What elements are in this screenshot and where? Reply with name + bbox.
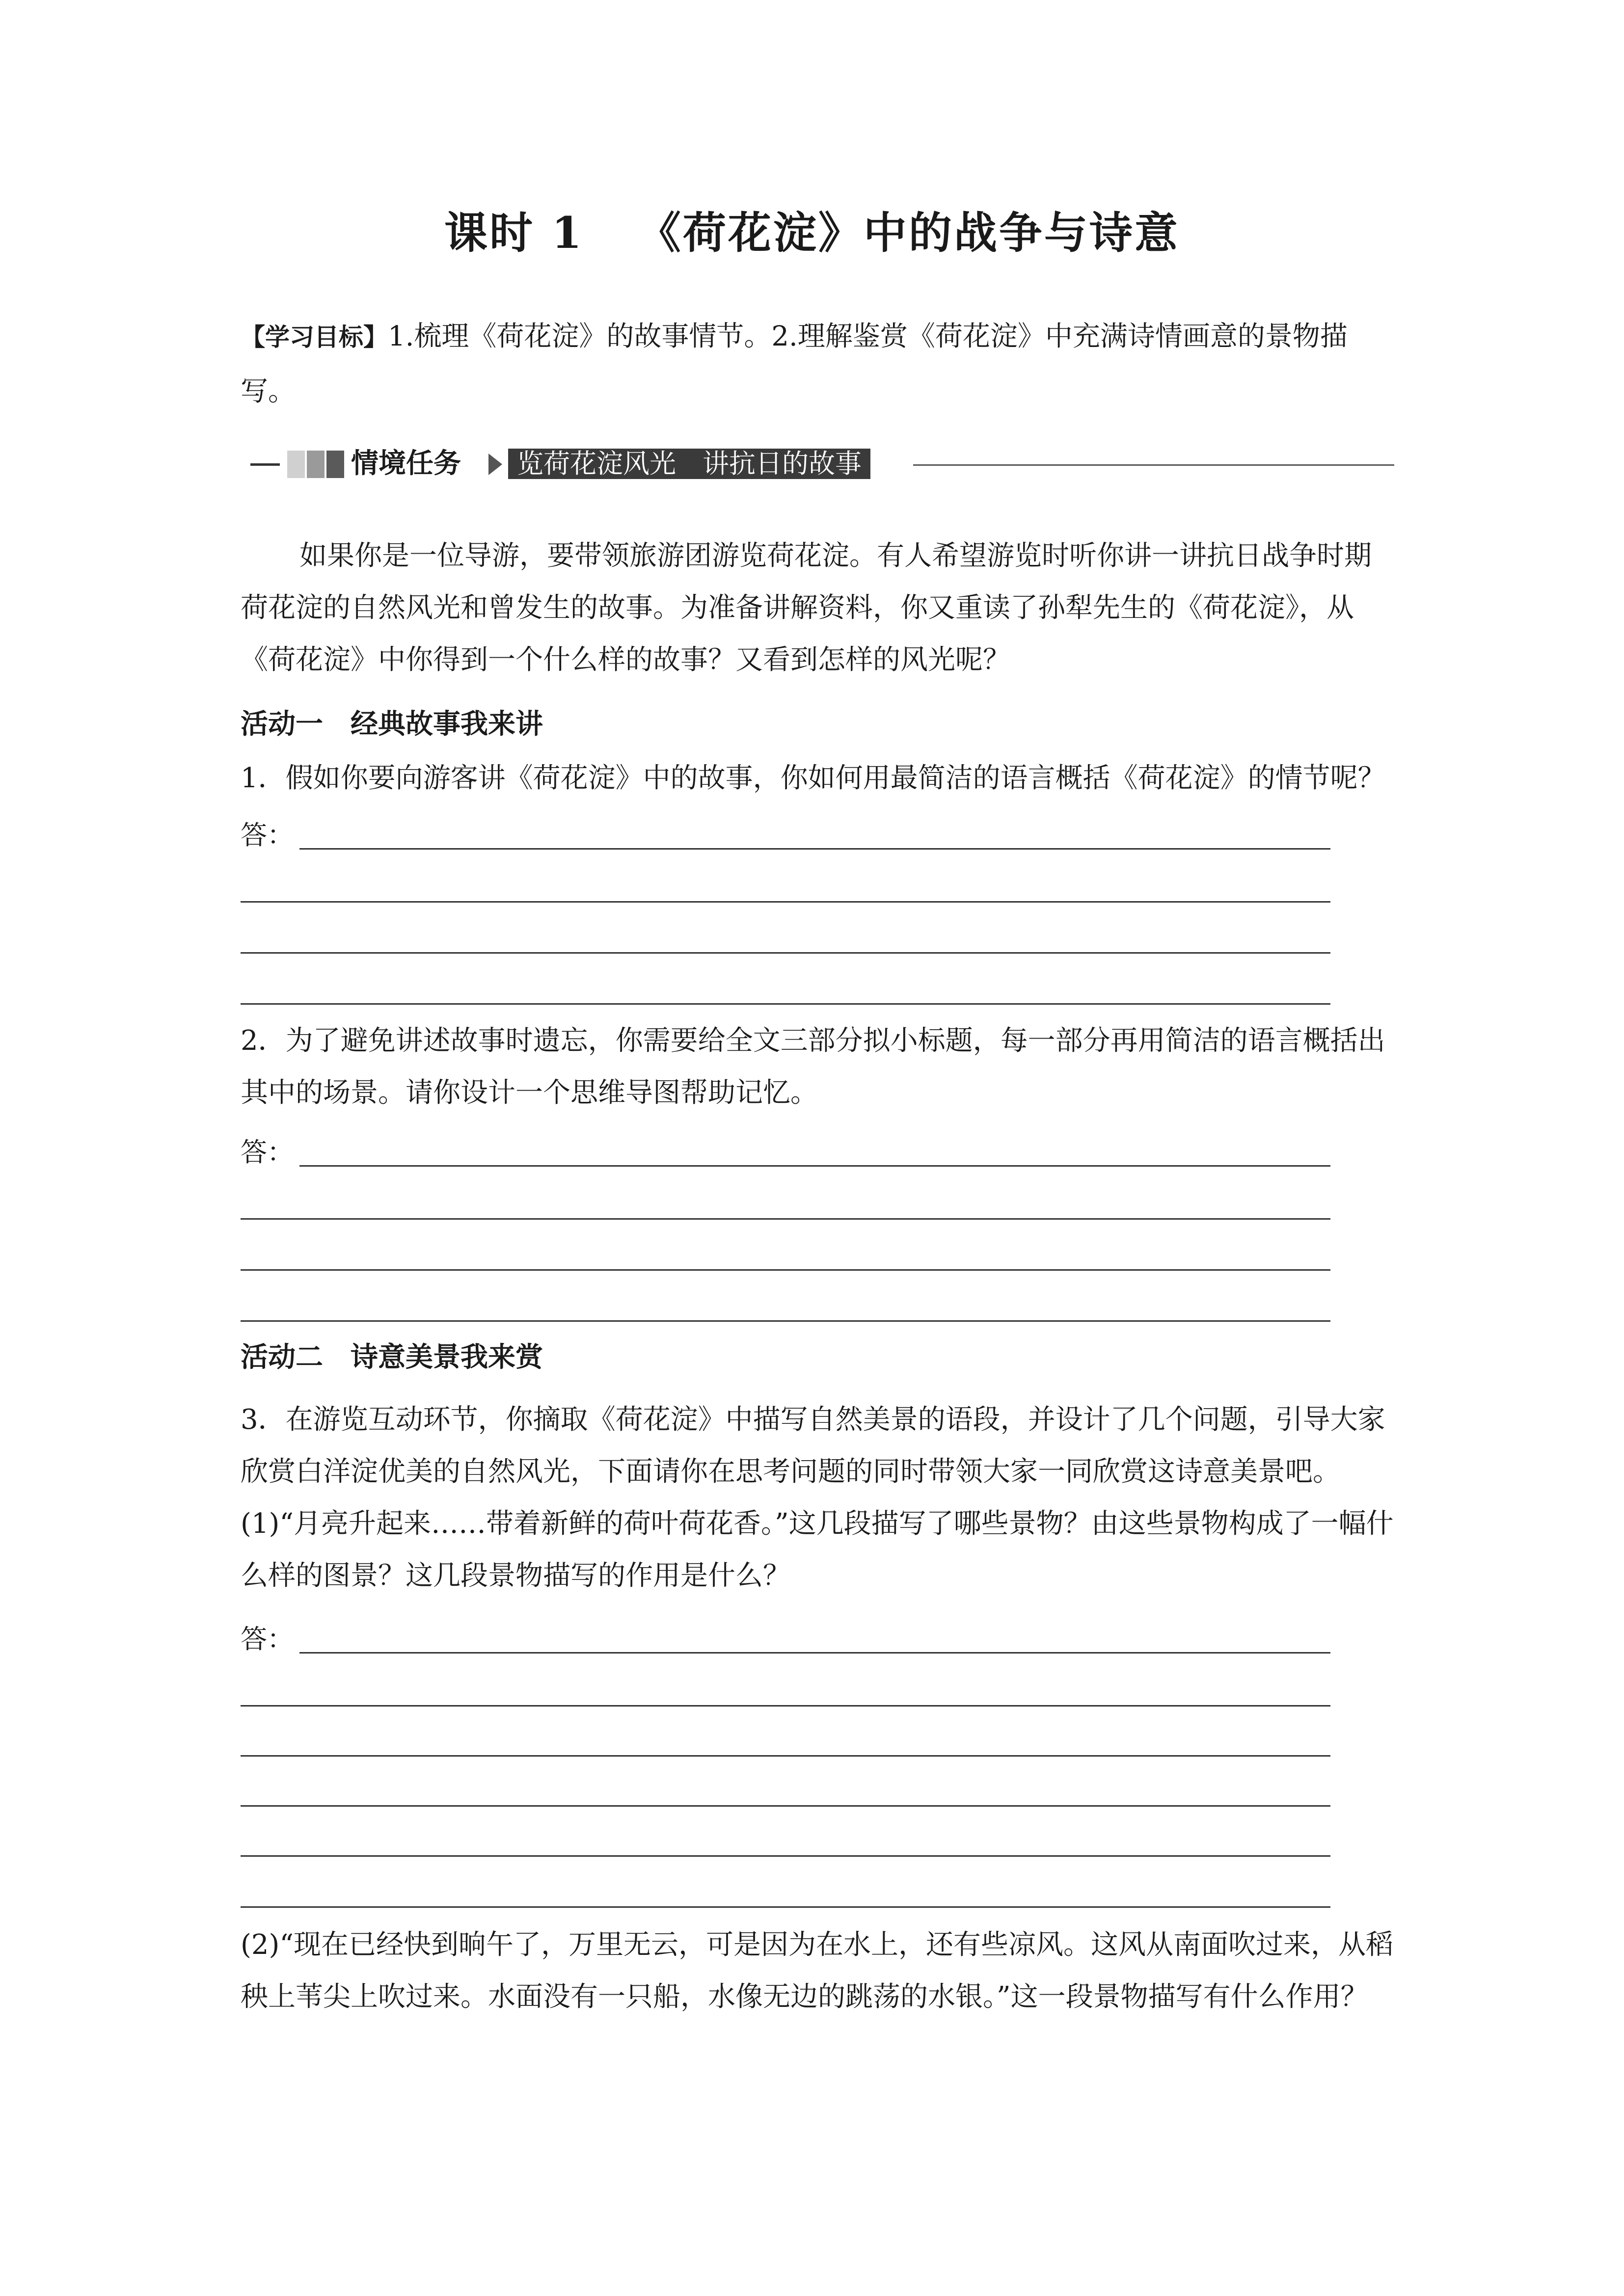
answer-line[interactable] bbox=[241, 1269, 1330, 1271]
objectives-text: 1.梳理《荷花淀》的故事情节。2.理解鉴赏《荷花淀》中充满诗情画意的景物描 bbox=[388, 320, 1348, 352]
answer-line[interactable] bbox=[299, 848, 1330, 850]
activity-2-heading: 活动二 诗意美景我来赏 bbox=[241, 1341, 543, 1373]
question-2: 2．为了避免讲述故事时遗忘，你需要给全文三部分拟小标题，每一部分再用简洁的语言概括出其中的场景。请你设计一个思维导图帮助记忆。 bbox=[241, 1025, 1385, 1109]
lesson-number: 课时 1 bbox=[444, 207, 584, 258]
activity-1-heading: 活动一 经典故事我来讲 bbox=[241, 708, 543, 740]
banner-dash bbox=[250, 463, 280, 466]
answer-line[interactable] bbox=[241, 1906, 1330, 1908]
banner-block bbox=[326, 451, 344, 478]
lesson-title: 《荷花淀》中的战争与诗意 bbox=[637, 207, 1180, 258]
answer-line[interactable] bbox=[241, 1805, 1330, 1807]
banner-label: 情境任务 bbox=[351, 448, 461, 480]
banner-block bbox=[287, 451, 305, 478]
answer-line[interactable] bbox=[241, 1855, 1330, 1857]
question-3-2: (2)“现在已经快到晌午了，万里无云，可是因为在水上，还有些凉风。这风从南面吹过来，从稻秧上苇尖上吹过来。水面没有一只船，水像无边的跳荡的水银。”这一段景物描写有什么作用？ bbox=[241, 1929, 1393, 2013]
answer-line[interactable] bbox=[241, 952, 1330, 954]
question-3: 3．在游览互动环节，你摘取《荷花淀》中描写自然美景的语段，并设计了几个问题，引导大家欣赏白洋淀优美的自然风光，下面请你在思考问题的同时带领大家一同欣赏这诗意美景吧。 bbox=[241, 1404, 1385, 1488]
question-3-1: (1)“月亮升起来……带着新鲜的荷叶荷花香。”这几段描写了哪些景物？由这些景物构成了一幅什么样的图景？这几段景物描写的作用是什么？ bbox=[241, 1508, 1394, 1592]
objectives-line-2: 写。 bbox=[241, 375, 296, 407]
banner-subtitle: 览荷花淀风光 讲抗日的故事 bbox=[508, 449, 870, 479]
answer-label: 答： bbox=[241, 1137, 294, 1168]
task-banner bbox=[241, 447, 1394, 481]
objectives-tag: 【学习目标】 bbox=[241, 323, 388, 351]
answer-line[interactable] bbox=[241, 1003, 1330, 1005]
answer-line[interactable] bbox=[241, 1755, 1330, 1757]
banner-rule bbox=[913, 464, 1394, 466]
answer-line[interactable] bbox=[241, 1320, 1330, 1322]
answer-line[interactable] bbox=[299, 1652, 1330, 1654]
answer-line[interactable] bbox=[241, 1705, 1330, 1707]
answer-label: 答： bbox=[241, 1624, 294, 1655]
question-1: 1．假如你要向游客讲《荷花淀》中的故事，你如何用最简洁的语言概括《荷花淀》的情节呢？ bbox=[241, 762, 1385, 794]
objectives-line-1 bbox=[241, 319, 1394, 355]
intro-paragraph: 如果你是一位导游，要带领旅游团游览荷花淀。有人希望游览时听你讲一讲抗日战争时期荷花淀的自然风光和曾发生的故事。为准备讲解资料，你又重读了孙犁先生的《荷花淀》，从《荷花淀》中你得到一个什么样的故事？又看到怎样的风光呢？ bbox=[241, 540, 1372, 676]
answer-line[interactable] bbox=[241, 1218, 1330, 1220]
answer-line[interactable] bbox=[299, 1165, 1330, 1167]
banner-block bbox=[307, 451, 325, 478]
page-title bbox=[0, 199, 1624, 261]
answer-line[interactable] bbox=[241, 901, 1330, 903]
banner-arrow-icon bbox=[488, 454, 502, 475]
answer-label: 答： bbox=[241, 820, 294, 851]
